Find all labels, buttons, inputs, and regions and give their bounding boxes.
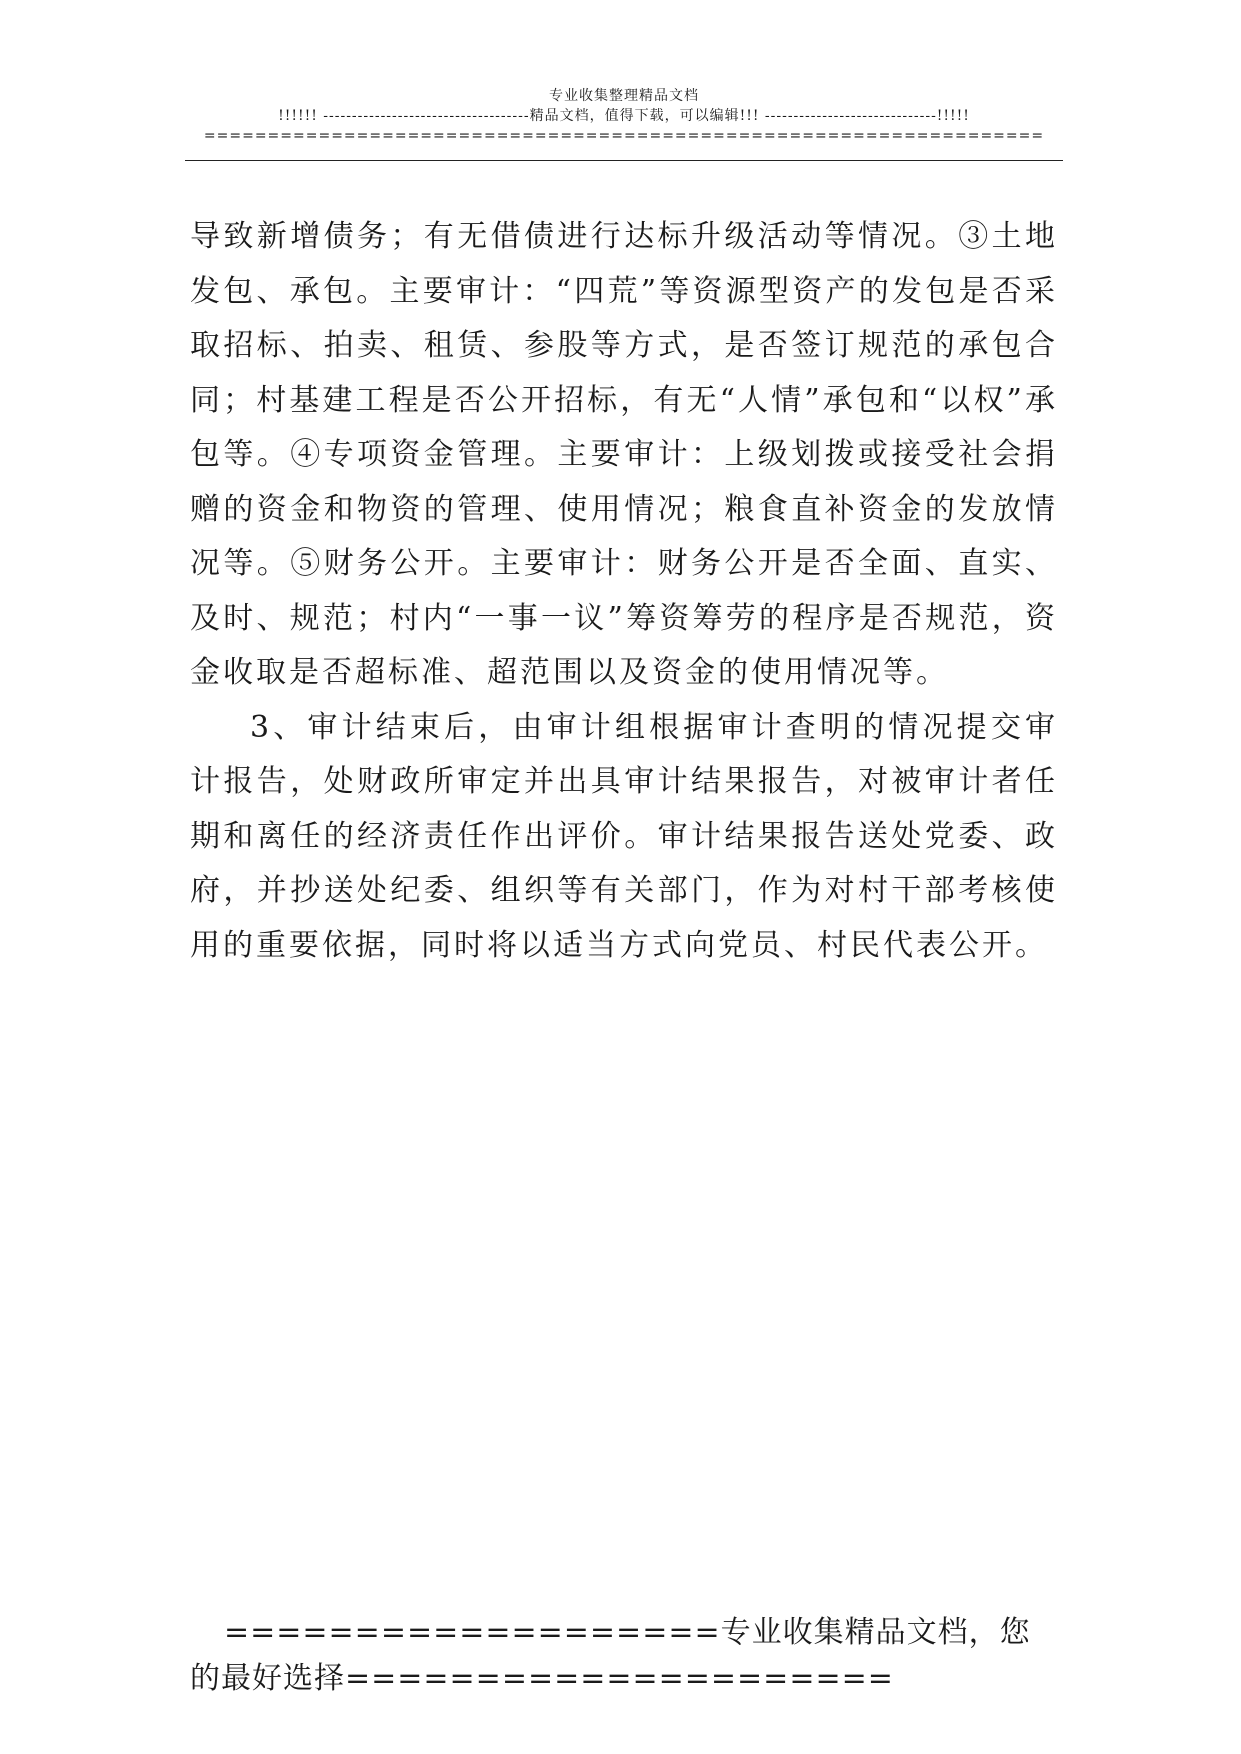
footer-slogan: ===================专业收集精品文档，您的最好选择===================== [190,1615,1031,1696]
page-header [185,86,1063,146]
header-title: 专业收集整理精品文档 [549,88,699,104]
paragraph-audit-conclusion: 3、审计结束后，由审计组根据审计查明的情况提交审计报告，处财政所审定并出具审计结果报告，对被审计者任期和离任的经济责任作出评价。审计结果报告送处党委、政府，并抄送处纪委、组织等有关部门，作为对村干部考核使用的重要依据，同时将以适当方式向党员、村民代表公开。 [190,709,1058,963]
paragraph-audit-items: 导致新增债务；有无借债进行达标升级活动等情况。③土地发包、承包。主要审计：“四荒”等资源型资产的发包是否采取招标、拍卖、租赁、参股等方式，是否签订规范的承包合同；村基建工程是否公开招标，有无“人情”承包和“以权”承包等。④专项资金管理。主要审计：上级划拨或接受社会捐赠的资金和物资的管理、使用情况；粮食直补资金的发放情况等。⑤财务公开。主要审计：财务公开是否全面、直实、及时、规范；村内“一事一议”筹资筹劳的程序是否规范，资金收取是否超标准、超范围以及资金的使用情况等。 [190,219,1058,690]
document-body [190,210,1058,973]
header-divider-text: ================================================================== [203,128,1045,144]
page-footer [190,1610,1058,1702]
header-slogan: !!!!!! ------------------------------------精品文档，值得下载，可以编辑!!! ------------------------------!!!!! [278,108,970,124]
header-rule [185,160,1063,161]
